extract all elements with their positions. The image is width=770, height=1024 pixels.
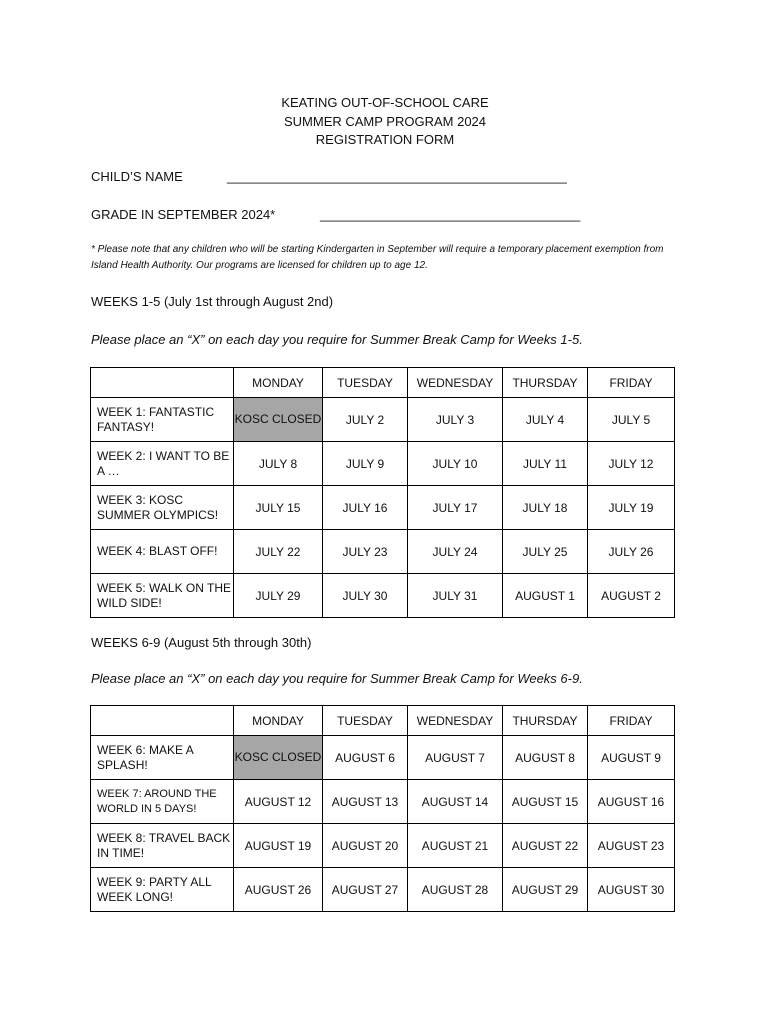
day-cell[interactable]: JULY 23 — [323, 530, 408, 574]
licensing-note: * Please note that any children who will be starting Kindergarten in September will require a temporary placement exemption from Island Health Authority. Our programs are licensed for children up to age 12. — [91, 244, 664, 271]
day-cell[interactable]: AUGUST 20 — [323, 824, 408, 868]
table-row — [91, 824, 675, 868]
day-cell[interactable]: JULY 12 — [588, 442, 675, 486]
day-cell[interactable]: AUGUST 7 — [408, 736, 503, 780]
week-label: WEEK 2: I WANT TO BE A … — [91, 442, 234, 486]
day-cell[interactable]: JULY 17 — [408, 486, 503, 530]
day-cell[interactable]: AUGUST 28 — [408, 868, 503, 912]
section1-instruction: Please place an “X” on each day you require for Summer Break Camp for Weeks 1-5. — [91, 332, 583, 347]
week-label: WEEK 4: BLAST OFF! — [91, 530, 234, 574]
grade-blank[interactable]: ____________________________________ — [320, 207, 581, 222]
table-row — [91, 486, 675, 530]
week-label: WEEK 5: WALK ON THE WILD SIDE! — [91, 574, 234, 618]
day-header: FRIDAY — [588, 706, 675, 736]
day-header: THURSDAY — [503, 706, 588, 736]
table-row — [91, 780, 675, 824]
day-cell[interactable]: JULY 9 — [323, 442, 408, 486]
table-header-row — [91, 706, 675, 736]
day-cell[interactable]: JULY 10 — [408, 442, 503, 486]
week-label: WEEK 9: PARTY ALL WEEK LONG! — [91, 868, 234, 912]
day-header: MONDAY — [234, 706, 323, 736]
day-cell[interactable]: AUGUST 12 — [234, 780, 323, 824]
table-row — [91, 868, 675, 912]
day-cell[interactable]: JULY 29 — [234, 574, 323, 618]
day-cell[interactable]: AUGUST 23 — [588, 824, 675, 868]
day-header: WEDNESDAY — [408, 706, 503, 736]
day-cell[interactable]: JULY 5 — [588, 398, 675, 442]
day-cell[interactable]: AUGUST 21 — [408, 824, 503, 868]
day-cell[interactable]: JULY 2 — [323, 398, 408, 442]
program-title: SUMMER CAMP PROGRAM 2024 — [283, 113, 487, 129]
closed-day-cell: KOSC CLOSED — [234, 736, 323, 780]
day-cell[interactable]: JULY 25 — [503, 530, 588, 574]
section1-title: WEEKS 1-5 (July 1st through August 2nd) — [91, 294, 334, 309]
day-cell[interactable]: AUGUST 30 — [588, 868, 675, 912]
day-cell[interactable]: JULY 24 — [408, 530, 503, 574]
day-cell[interactable]: AUGUST 29 — [503, 868, 588, 912]
child-name-blank[interactable]: _______________________________________________ — [227, 169, 567, 184]
day-cell[interactable]: JULY 26 — [588, 530, 675, 574]
weeks-6-9-table — [90, 705, 675, 912]
day-cell[interactable]: AUGUST 22 — [503, 824, 588, 868]
table-header-row — [91, 368, 675, 398]
day-cell[interactable]: AUGUST 9 — [588, 736, 675, 780]
child-name-field — [91, 169, 691, 187]
day-header: WEDNESDAY — [408, 368, 503, 398]
corner-cell — [91, 706, 234, 736]
section2-title: WEEKS 6-9 (August 5th through 30th) — [91, 635, 312, 650]
week-label: WEEK 7: AROUND THE WORLD IN 5 DAYS! — [91, 780, 234, 824]
day-cell[interactable]: AUGUST 14 — [408, 780, 503, 824]
form-title: REGISTRATION FORM — [315, 132, 455, 147]
day-cell[interactable]: JULY 18 — [503, 486, 588, 530]
day-cell[interactable]: AUGUST 27 — [323, 868, 408, 912]
table-row — [91, 574, 675, 618]
day-header: THURSDAY — [503, 368, 588, 398]
grade-field — [91, 207, 691, 225]
day-cell[interactable]: JULY 3 — [408, 398, 503, 442]
day-header: MONDAY — [234, 368, 323, 398]
org-title: KEATING OUT-OF-SCHOOL CARE — [281, 95, 489, 110]
day-cell[interactable]: JULY 31 — [408, 574, 503, 618]
day-header: TUESDAY — [323, 706, 408, 736]
week-label: WEEK 1: FANTASTIC FANTASY! — [91, 398, 234, 442]
week-label: WEEK 6: MAKE A SPLASH! — [91, 736, 234, 780]
table-row — [91, 442, 675, 486]
day-cell[interactable]: AUGUST 8 — [503, 736, 588, 780]
corner-cell — [91, 368, 234, 398]
day-cell[interactable]: JULY 30 — [323, 574, 408, 618]
form-header — [0, 94, 770, 150]
day-cell[interactable]: AUGUST 2 — [588, 574, 675, 618]
closed-day-cell: KOSC CLOSED — [234, 398, 323, 442]
day-cell[interactable]: JULY 11 — [503, 442, 588, 486]
day-cell[interactable]: JULY 16 — [323, 486, 408, 530]
day-cell[interactable]: AUGUST 6 — [323, 736, 408, 780]
grade-label: GRADE IN SEPTEMBER 2024* — [91, 207, 276, 222]
table-row — [91, 530, 675, 574]
day-header: TUESDAY — [323, 368, 408, 398]
day-cell[interactable]: JULY 22 — [234, 530, 323, 574]
day-cell[interactable]: AUGUST 15 — [503, 780, 588, 824]
week-label: WEEK 8: TRAVEL BACK IN TIME! — [91, 824, 234, 868]
day-cell[interactable]: JULY 4 — [503, 398, 588, 442]
day-cell[interactable]: AUGUST 13 — [323, 780, 408, 824]
weeks-1-5-table — [90, 367, 675, 618]
day-header: FRIDAY — [588, 368, 675, 398]
day-cell[interactable]: JULY 8 — [234, 442, 323, 486]
day-cell[interactable]: AUGUST 26 — [234, 868, 323, 912]
section2-instruction: Please place an “X” on each day you require for Summer Break Camp for Weeks 6-9. — [91, 671, 583, 686]
day-cell[interactable]: AUGUST 16 — [588, 780, 675, 824]
day-cell[interactable]: JULY 15 — [234, 486, 323, 530]
day-cell[interactable]: AUGUST 1 — [503, 574, 588, 618]
day-cell[interactable]: JULY 19 — [588, 486, 675, 530]
table-row — [91, 736, 675, 780]
child-name-label: CHILD’S NAME — [91, 169, 183, 184]
week-label: WEEK 3: KOSC SUMMER OLYMPICS! — [91, 486, 234, 530]
table-row — [91, 398, 675, 442]
day-cell[interactable]: AUGUST 19 — [234, 824, 323, 868]
